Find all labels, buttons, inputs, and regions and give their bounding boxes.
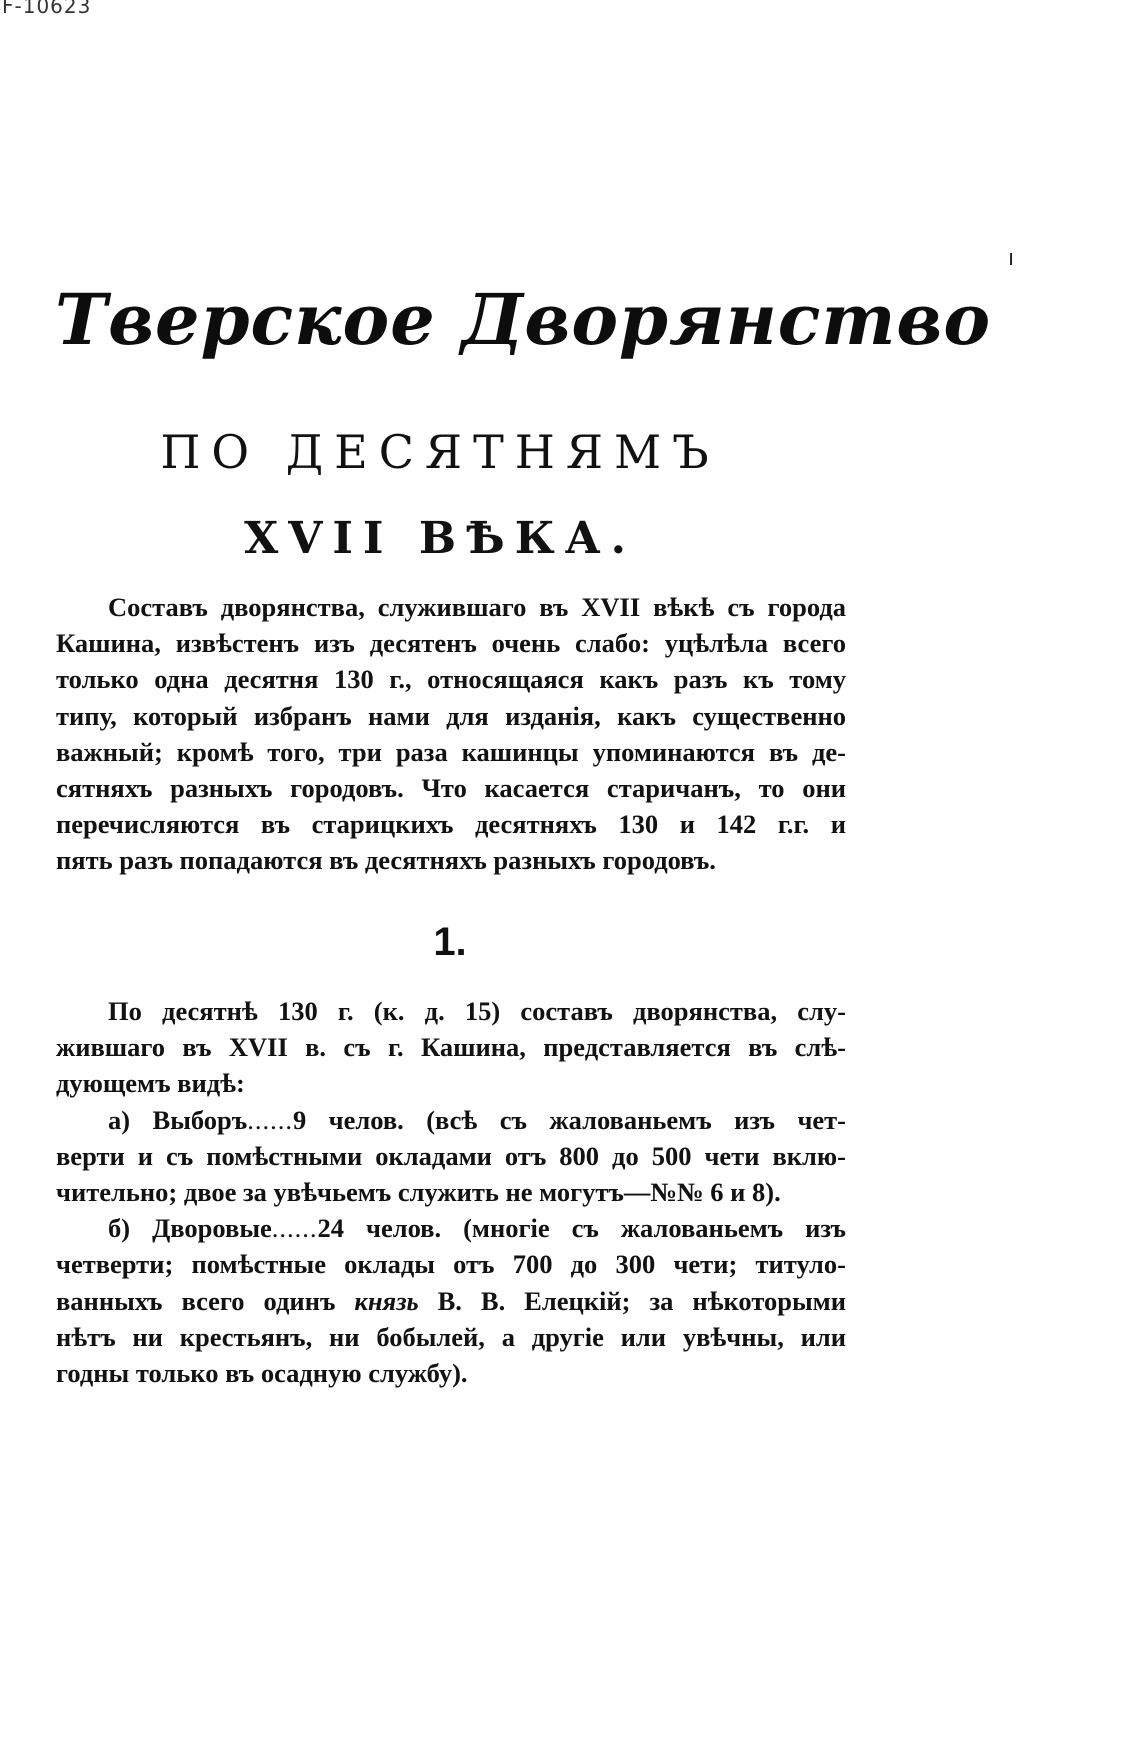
- text-line: дующемъ видѣ:: [56, 1068, 245, 1099]
- text-line: жившаго въ XVII в. съ г. Кашина, представляется въ слѣ-: [56, 1032, 846, 1063]
- text-line: типу, который избранъ нами для изданія, какъ существенно: [56, 700, 846, 731]
- page-subtitle: ПО ДЕСЯТНЯМЪ: [160, 425, 720, 479]
- item-term: Выборъ: [152, 1104, 248, 1135]
- century-heading: XVII ВѢКА.: [244, 513, 636, 564]
- text-line: пять разъ попадаются въ десятняхъ разныхъ городовъ.: [56, 845, 716, 876]
- text-fragment: ванныхъ всего одинъ: [56, 1285, 355, 1316]
- text-line: перечисляются въ старицкихъ десятняхъ 130 и 142 г.г. и: [56, 809, 846, 840]
- item-prefix: а): [108, 1104, 153, 1135]
- text-line: Составъ дворянства, служившаго въ XVII вѣкѣ съ города: [108, 592, 846, 622]
- text-line: сятняхъ разныхъ городовъ. Что касается старичанъ, то они: [56, 772, 846, 803]
- item-text: 9 челов. (всѣ съ жалованьемъ изъ чет-: [292, 1104, 846, 1135]
- section-paragraph: [56, 993, 846, 1391]
- text-line: По десятнѣ 130 г. (к. д. 15) составъ дворянства, слу-: [108, 996, 846, 1026]
- list-item-a: [56, 1102, 846, 1138]
- text-line: Кашина, извѣстенъ изъ десятенъ очень слабо: уцѣлѣла всего: [56, 628, 846, 659]
- text-line: чительно; двое за увѣчьемъ служить не могутъ—№№ 6 и 8).: [56, 1176, 781, 1207]
- section-number: 1.: [433, 920, 467, 964]
- item-prefix: б): [108, 1213, 153, 1244]
- item-text: 24 челов. (многіе съ жалованьемъ изъ: [317, 1213, 846, 1244]
- stray-mark: ı: [1008, 246, 1015, 271]
- page-title: Тверское Дворянство: [55, 278, 992, 361]
- text-line: важный; кромѣ того, три раза кашинцы упоминаются въ де-: [56, 736, 846, 767]
- text-line: верти и съ помѣстными окладами отъ 800 до 500 чети вклю-: [56, 1140, 846, 1171]
- catalog-stamp: F-10623: [2, 0, 92, 18]
- text-fragment: В. В. Елецкій; за нѣкоторыми: [418, 1285, 846, 1316]
- leader-dots: ......: [271, 1213, 318, 1244]
- item-term: Дворовые: [152, 1213, 272, 1244]
- leader-dots: ......: [247, 1104, 293, 1135]
- text-line: годны только въ осадную службу).: [56, 1357, 468, 1388]
- text-line: [56, 1283, 846, 1319]
- text-line: нѣтъ ни крестьянъ, ни бобылей, а другіе или увѣчны, или: [56, 1321, 846, 1352]
- intro-paragraph: [56, 589, 846, 879]
- text-line: только одна десятня 130 г., относящаяся какъ разъ къ тому: [56, 664, 846, 695]
- italic-word: князь: [354, 1285, 419, 1316]
- text-line: четверти; помѣстные оклады отъ 700 до 300 чети; титуло-: [56, 1249, 846, 1280]
- list-item-b: [56, 1210, 846, 1246]
